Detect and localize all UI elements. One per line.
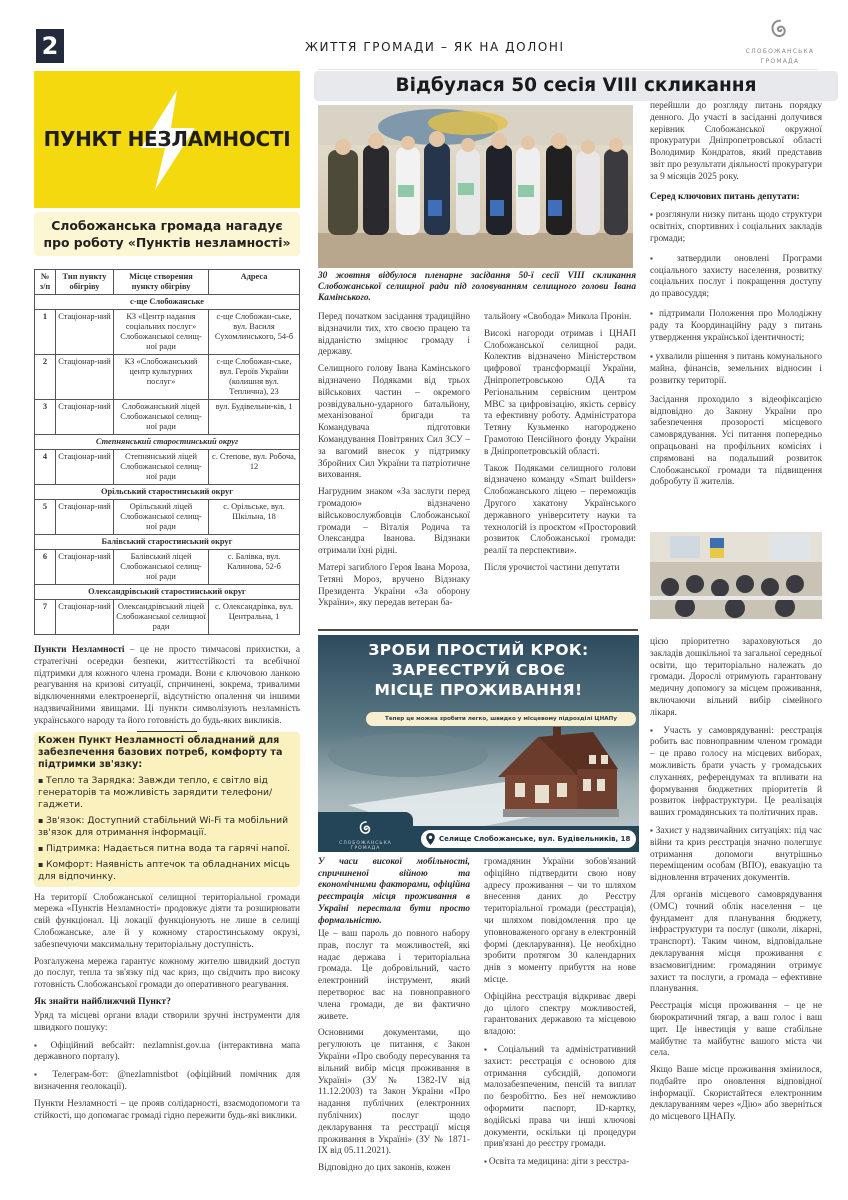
cell-number: 7 (35, 600, 56, 635)
paragraph: Це – ваш пароль до повного набору прав, послуг та можливостей, які надає держава і територіальна громада. Це добровільний, часто електронний інструмент, який перетворює вас на повноправного члена громади, де ви фактично живете. (318, 929, 470, 1022)
equipment-box (34, 732, 300, 887)
intro-paragraph (34, 645, 300, 728)
key-issue-item: ▪ розглянули низку питань щодо структури освітніх, спортивних і соціальних закладів громади; (650, 209, 822, 245)
poster-headline-line2: ЗАРЕЄСТРУЙ СВОЄ (391, 661, 566, 679)
poster-logo (318, 812, 413, 852)
cell-location: Степнянський ліцей Слобожанської селищ-ної ради (114, 450, 209, 485)
table-section-row (35, 485, 300, 500)
equipment-item: ▪ Тепло та Зарядка: Завжди тепло, є світло від генераторів та можливість зарядити телефони/гаджети. (38, 775, 296, 811)
intro-bold: Пункти Незламності (34, 645, 125, 655)
paragraph: перейшли до розгляду питань порядку денного. До участі в засіданні долучився керівник Слобожанської окружної прокуратури Дніпропетровської області Володимир Кондратов, який представив звіт про результати діяльності прокуратури за 9 місяців 2025 року. (650, 101, 822, 182)
registration-column-1 (318, 929, 470, 1175)
col-header-type: Тип пункту обігріву (56, 270, 114, 295)
cell-type: Стаціонар-ний (56, 600, 114, 635)
table-row (35, 310, 300, 355)
table-row (35, 355, 300, 400)
table-row (35, 600, 300, 635)
col-header-number: № з/п (35, 270, 56, 295)
cell-type: Стаціонар-ний (56, 310, 114, 355)
poster-subtitle-pill: Тепер це можна зробити легко, швидко у місцевому підрозділі ЦНАПу (366, 712, 636, 726)
table-row (35, 550, 300, 585)
swirl-logo-icon (358, 820, 374, 836)
paragraph: Нагрудним знаком «За заслуги перед громадою» відзначено військовослужбовців Слобожанської громади – Віталія Родича та Олександра Іванова. Відзнаки отримали їхні рідні. (318, 487, 470, 557)
key-issue-item: ▪ затвердили оновлені Програми соціального захисту населення, розвитку соціальних послуг і покращення доступу до правосуддя; (650, 253, 822, 301)
table-section-row (35, 585, 300, 600)
cell-type: Стаціонар-ний (56, 450, 114, 485)
registration-poster (318, 635, 639, 852)
paragraph: Якщо Ваше місце проживання змінилося, подбайте про оновлення відповідної інформації. Скористайтеся електронним декларуванням через «Дію» або зверніться до місцевого ЦНАПу. (650, 1065, 822, 1123)
closing-paragraph: Пункти Незламності – це прояв солідарності, взаємодопомоги та стійкості, що допомагає громаді гідно пережити будь-які виклики. (34, 1098, 300, 1121)
paragraph: тальйону «Свобода» Микола Пронін. (484, 312, 632, 322)
paragraph: Засідання проходило з відеофіксацією відповідно до Закону України про забезпечення прозорості місцевого самоврядування. Усі питання попередньо опрацьовані на профільних комісіях і спрямовані на подальший розвиток Слобожанської громади та підвищення добробуту її жителів. (650, 394, 822, 488)
paragraph: Також Подяками селищного голови відзначено команду «Smart builders» Слобожанського ліцею – переможців Другого хакатону Українського державного університету науки та технологій із проєктом «Просторовий розвиток Слобожанської громади: реалії та перспективи». (484, 463, 636, 557)
cell-address: с-ще Слобожан-ське, вул. Василя Сухомлинського, 54-б (209, 310, 300, 355)
council-session-hall-photo (650, 532, 822, 619)
subbanner-heading (34, 212, 300, 256)
cell-location: КЗ «Слобожанський центр культурних послуг» (114, 355, 209, 400)
header-rule (318, 69, 818, 70)
left-column (34, 71, 300, 1122)
poster-headline (318, 640, 639, 700)
equipment-item: ▪ Підтримка: Надається питна вода та гарячі напої. (38, 843, 296, 855)
community-logo (740, 18, 820, 67)
registration-column-3 (650, 637, 822, 1124)
equipment-item: ▪ Зв'язок: Доступний стабільний Wi-Fi та мобільний зв'язок для отримання інформації. (38, 815, 296, 839)
table-section-row (35, 535, 300, 550)
cell-address: с. Балівка, вул. Калинова, 52-б (209, 550, 300, 585)
left-body (34, 893, 300, 1123)
table-section-label: Олександрівський старостинський округ (35, 585, 300, 600)
col-header-address: Адреса (209, 270, 300, 295)
table-section-label: с-ще Слобожанське (35, 295, 300, 310)
cell-address: с-ще Слобожан-ське, вул. Героїв України (колишня вул. Теплична), 23 (209, 355, 300, 400)
cell-number: 1 (35, 310, 56, 355)
cell-type: Стаціонар-ний (56, 550, 114, 585)
resilience-point-banner (34, 71, 300, 208)
equipment-item: ▪ Комфорт: Наявність аптечок та обладнаних місць для відпочинку. (38, 859, 296, 883)
running-head: ЖИТТЯ ГРОМАДИ – ЯК НА ДОЛОНІ (305, 40, 565, 54)
session-article-title: Відбулася 50 сесія VIII скликання (314, 71, 838, 101)
cell-location: Слобожанський ліцей Слобожанської селищ-ної ради (114, 400, 209, 435)
paragraph: Відповідно до цих законів, кожен (318, 1163, 451, 1174)
cell-location: Олександрівський ліцей Слобожанської селищної ради (114, 600, 209, 635)
cell-number: 3 (35, 400, 56, 435)
paragraph: Розгалужена мережа гарантує кожному жителю швидкий доступ до послуг, тепла та зв'язку під час криз, що свідчить про високу готовність Слобожанської громади до оперативного реагування. (34, 956, 300, 991)
table-row (35, 400, 300, 435)
benefit-item: ▪ Захист у надзвичайних ситуаціях: під час війни та криз реєстрація значно полегшує отримання допомоги внутрішньо переміщеним особам (ВПО), евакуацію та відновлення втрачених документів. (650, 825, 822, 885)
registration-column-2 (484, 857, 636, 1169)
cell-type: Стаціонар-ний (56, 400, 114, 435)
paragraph: Селищного голову Івана Камінського відзначено Подяками від трьох військових частин – окремого розвідувально-ударного батальйону, механізованої бригади та Командувача підготовки Командування Повітряних Сил ЗСУ – за вагомий внесок у підтримку Збройних Сил України та патріотичне виховання. (318, 364, 470, 481)
session-column-2 (484, 312, 636, 575)
session-group-photo (318, 105, 633, 268)
equipment-heading: Кожен Пункт Незламності обладнаний для забезпечення базових потреб, комфорту та підтримки зв'язку: (38, 734, 283, 770)
subbanner-line2: про роботу «Пунктів незламності» (43, 235, 291, 250)
section-divider (318, 629, 638, 631)
table-row (35, 450, 300, 485)
paragraph: Після урочистої частини депутати (484, 562, 620, 573)
intro-rest: – це не просто тимчасові прихистки, а стратегічні осередки безпеки, життєстійкості та всебічної підтримки для кожного члена громади. Вони є ключовою ланкою реагування на кризові ситуації, спричинені, зокрема, тривалими відключеннями електроенергії, відсутністю опалення чи іншими надзвичайними явищами. Ці пункти символізують незламність українського народу та його готовність до будь-яких викликів. (34, 645, 300, 726)
paragraph: громадянин України зобов'язаний офіційно підтвердити свою нову адресу проживання – чи то шляхом внесення даних до Реєстру територіальної громади (реєстрація), чи шляхом повідомлення про це уповноваженого органу в електронній формі (декларування). Це необхідно зробити протягом 30 календарних днів з моменту прибуття на нове місце. (484, 857, 636, 985)
paragraph: цією пріоритетно зараховуються до закладів дошкільної та загальної середньої освіти, що територіально належать до громади. Дорослі отримують гарантовану медичну допомогу за місцем проживання, включаючи вільний вибір сімейного лікаря. (650, 637, 822, 718)
find-item-website[interactable]: ▪ Офіційний вебсайт: nezlamnist.gov.ua (інтерактивна мапа державного порталу). (34, 1040, 300, 1065)
cell-number: 5 (35, 500, 56, 535)
house-model-icon (493, 727, 623, 819)
poster-headline-line3: МІСЦЕ ПРОЖИВАННЯ! (374, 681, 583, 699)
cell-number: 6 (35, 550, 56, 585)
logo-text-line1: СЛОБОЖАНСЬКА (745, 48, 815, 55)
col-header-location: Місце створення пункту обігріву (114, 270, 209, 295)
paragraph: Основними документами, що регулюють це питання, є Закон України «Про свободу пересування та вільний вибір місця проживання в Україні» (ЗУ № 1382-IV від 11.12.2003) та Закон України «Про надання публічних (електронних публічних) послуг щодо декларування та реєстрації місця проживання в Україні» (ЗУ № 1871-IX від 05.11.2021). (318, 1028, 470, 1157)
table-section-row (35, 435, 300, 450)
session-photo-caption: 30 жовтня відбулося пленарне засідання 50-ї сесії VIII скликання Слобожанської селищної ради під головуванням селищного голови Івана Камінського. (318, 271, 636, 304)
page-number: 2 (36, 29, 64, 63)
poster-logo-line1: СЛОБОЖАНСЬКА (339, 841, 392, 846)
cell-type: Стаціонар-ний (56, 500, 114, 535)
key-issue-item: ▪ підтримали Положення про Молодіжну раду та Координаційну раду з питань утвердження української ідентичності; (650, 308, 822, 344)
table-header-row (35, 270, 300, 295)
cell-number: 4 (35, 450, 56, 485)
cell-address: с. Орільське, вул. Шкільна, 18 (209, 500, 300, 535)
table-row (35, 500, 300, 535)
banner-title: ПУНКТ НЕЗЛАМНОСТІ (43, 127, 291, 151)
paragraph: Для органів місцевого самоврядування (ОМС) точний облік населення – це фундамент для планування бюджету, інфраструктури та послуг (школи, лікарні, транспорт). Таким чином, відповідальне декларування місця проживання є взаємовигідним: громадянин отримує захист та послуги, а громада – ефективне планування. (650, 889, 822, 995)
paragraph: Уряд та місцеві органи влади створили зручні інструменти для швидкого пошуку: (34, 1010, 300, 1033)
table-body (35, 295, 300, 635)
paragraph: Реєстрація місця проживання – це не бюрократичний тягар, а ваш голос і ваш щит. Це інвестиція у ваше стабільне майбутнє та майбутнє вашого міста чи села. (650, 1001, 822, 1059)
table-section-label: Орільський старостинський округ (35, 485, 300, 500)
cell-address: с. Олександрівка, вул. Центральна, 1 (209, 600, 300, 635)
cell-number: 2 (35, 355, 56, 400)
cell-location: Балівський ліцей Слобожанської селищ-ної ради (114, 550, 209, 585)
paragraph: Перед початком засідання традиційно відзначили тих, хто своєю працею та відданістю зміцнює громаду і державу. (318, 312, 470, 358)
paragraph: На території Слобожанської селищної територіальної громади мережа «Пунктів Незламності» продовжує діяти та розширювати свій функціонал. Ці локації функціонують не лише в селищі Слобожанське, але й у кожному старостинському окрузі, забезпечуючи максимальну територіальну доступність. (34, 892, 300, 950)
paragraph: Матері загиблого Героя Івана Мороза, Тетяні Мороз, вручено Відзнаку Президента України «За оборону України», яку передав ветеран ба- (318, 562, 470, 609)
poster-address-text: Селище Слобожанське, вул. Будівельників, 18 (439, 835, 631, 843)
table-section-label: Степнянський старостинський округ (35, 435, 300, 450)
table-section-label: Балівський старостинський округ (35, 535, 300, 550)
cell-type: Стаціонар-ний (56, 355, 114, 400)
paragraph: Офіційна реєстрація відкриває двері до цілого спектру можливостей, гарантованих державою та місцевою владою: (484, 991, 636, 1038)
find-item-telegram[interactable]: ▪ Телеграм-бот: @nezlamnistbot (офіційний помічник для визначення геолокації). (34, 1069, 300, 1094)
find-heading: Як знайти найближчий Пункт? (34, 995, 171, 1007)
benefit-item: ▪ Участь у самоврядуванні: реєстрація робить вас повноправним членом громади – це право голосу на місцевих виборах, можливість брати участь у громадських слуханнях, референдумах та впливати на формування бюджетних пріоритетів й розвиток інфраструктури. Це реалізація ваших громадянських та політичних прав. (650, 725, 822, 820)
subbanner-line1: Слобожанська громада нагадує (51, 218, 283, 233)
paragraph: Високі нагороди отримав і ЦНАП Слобожанської селищної ради. Колектив відзначено Міністерством цифрової трансформації України, Дніпропетровською ОДА та Регіональним сервісним центром МВС за цифровізацію, якість сервісу та ефективну роботу. Адміністратора Тетяну Кузьменко нагороджено Грамотою Пенсійного фонду України в Дніпропетровській області. (484, 328, 636, 457)
session-column-3 (650, 101, 822, 489)
poster-headline-line1: ЗРОБИ ПРОСТИЙ КРОК: (368, 641, 589, 659)
registration-intro: У часи високої мобільності, спричиненої війною та економічними факторами, офіційна реєстрація місця проживання в Україні перестала бути просто формальністю. (318, 857, 470, 926)
heating-points-table (34, 269, 300, 635)
benefit-item: ▪ Соціальний та адміністративний захист: реєстрація є основою для отримання субсидій, допомоги малозабезпеченим, пенсій та виплат по безробіттю. Без неї неможливо оформити паспорт, ID-картку, водійські права чи інші ключові документи, оскільки ці процедури прив'язані до реєстру громади. (484, 1044, 636, 1151)
session-column-1 (318, 312, 470, 610)
poster-logo-line2: ГРОМАДА (350, 846, 381, 851)
poster-address (421, 830, 636, 848)
table-section-row (35, 295, 300, 310)
logo-text-line2: ГРОМАДА (760, 58, 800, 65)
cell-address: с. Степове, вул. Робоча, 12 (209, 450, 300, 485)
cell-location: Орільський ліцей Слобожанської селищ-ної ради (114, 500, 209, 535)
location-pin-icon (426, 833, 435, 845)
cell-location: КЗ «Центр надання соціальних послуг» Слобожанської селищ-ної ради (114, 310, 209, 355)
benefit-item: ▪ Освіта та медицина: діти з реєстра- (484, 1156, 636, 1169)
swirl-logo-icon (769, 18, 791, 40)
cell-address: вул. Будівельни-ків, 1 (209, 400, 300, 435)
key-issues-heading: Серед ключових питань депутати: (650, 190, 800, 202)
key-issue-item: ▪ ухвалили рішення з питань комунального майна, фінансів, земельних відносин і розвитку території. (650, 351, 822, 387)
